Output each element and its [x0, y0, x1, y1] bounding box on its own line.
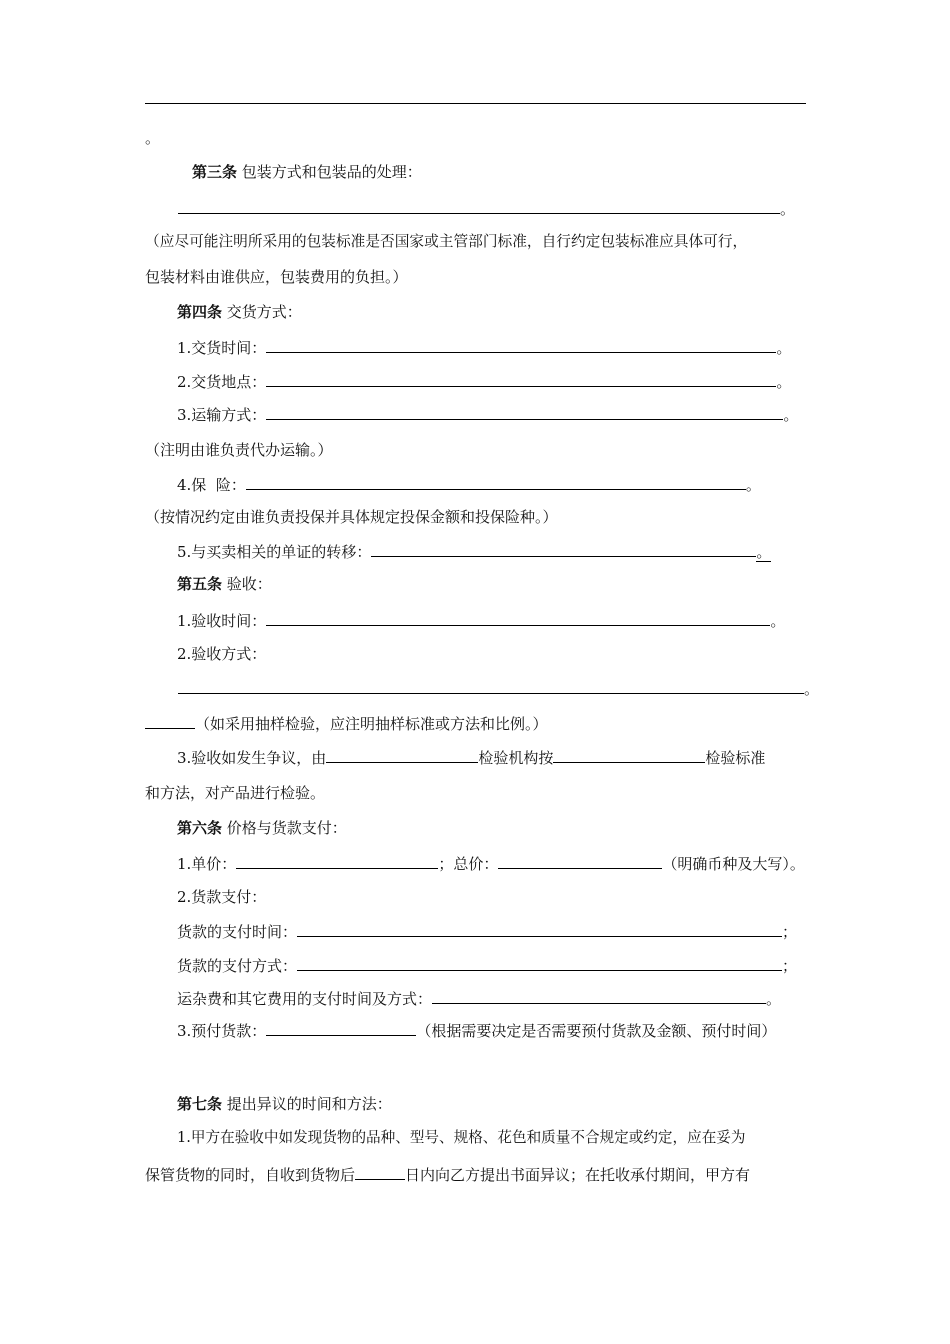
article-3-note-1: （应尽可能注明所采用的包装标准是否国家或主管部门标准，自行约定包装标准应具体可行， [145, 233, 748, 250]
delivery-time-blank[interactable] [266, 337, 776, 353]
dispute-text-a: 3.验收如发生争议，由 [177, 749, 327, 767]
inspection-method-blank[interactable] [178, 678, 804, 694]
inspection-method-label: 2.验收方式： [177, 645, 267, 663]
article-6-text: 价格与货款支付： [226, 819, 347, 837]
objection-line-2 [145, 1164, 750, 1184]
price-line [177, 853, 805, 873]
objection-days-blank[interactable] [355, 1164, 405, 1180]
inspection-time-end: 。 [770, 612, 786, 630]
insurance-label: 4.保 险： [177, 476, 246, 494]
packaging-end: 。 [780, 200, 796, 218]
currency-note: （明确币种及大写）。 [662, 855, 805, 873]
packaging-line [178, 198, 795, 218]
delivery-place-line [177, 371, 791, 391]
documents-transfer-line [177, 541, 771, 561]
article-3-heading [192, 162, 422, 182]
delivery-place-end: 。 [776, 373, 792, 391]
documents-transfer-end: 。 [756, 543, 772, 561]
dispute-line [177, 747, 765, 767]
payment-method-label: 货款的支付方式： [177, 957, 298, 975]
freight-line [177, 988, 781, 1008]
prepayment-label: 3.预付货款： [177, 1022, 267, 1040]
insurance-blank[interactable] [246, 474, 746, 490]
dispute-line-2: 和方法，对产品进行检验。 [145, 784, 326, 802]
delivery-time-line [177, 337, 791, 357]
insurance-line [177, 474, 761, 494]
sampling-blank[interactable] [145, 713, 195, 729]
page-header-rule [145, 103, 806, 104]
unit-price-label: 1.单价： [177, 855, 237, 873]
article-7-title: 第七条 [177, 1095, 223, 1113]
article-3-title: 第三条 [192, 163, 238, 181]
freight-blank[interactable] [432, 988, 766, 1004]
article-3-text: 包装方式和包装品的处理： [241, 163, 422, 181]
article-4-heading [177, 302, 302, 322]
payment-method-end: ； [782, 957, 798, 975]
sampling-note: （如采用抽样检验，应注明抽样标准或方法和比例。） [195, 715, 548, 733]
total-price-label: ；总价： [438, 855, 499, 873]
article-7-heading [177, 1094, 392, 1114]
inspection-time-blank[interactable] [266, 610, 770, 626]
transport-label: 3.运输方式： [177, 406, 267, 424]
objection-text-a: 保管货物的同时，自收到货物后 [145, 1166, 356, 1184]
payment-time-blank[interactable] [297, 921, 782, 937]
article-5-title: 第五条 [177, 575, 223, 593]
payment-label: 2.货款支付： [177, 888, 267, 906]
inspection-method-end: 。 [804, 680, 820, 698]
article-3-note-2: 包装材料由谁供应，包装费用的负担。） [145, 268, 408, 286]
delivery-time-end: 。 [776, 339, 792, 357]
dispute-text-c: 检验标准 [705, 749, 766, 767]
transport-end: 。 [783, 406, 799, 424]
sampling-note-line [145, 713, 548, 733]
transport-note: （注明由谁负责代办运输。） [145, 441, 333, 459]
documents-transfer-label: 5.与买卖相关的单证的转移： [177, 543, 372, 561]
freight-end: 。 [766, 990, 782, 1008]
payment-method-blank[interactable] [297, 955, 782, 971]
unit-price-blank[interactable] [236, 853, 438, 869]
payment-time-label: 货款的支付时间： [177, 923, 298, 941]
article-7-text: 提出异议的时间和方法： [226, 1095, 392, 1113]
article-6-title: 第六条 [177, 819, 223, 837]
delivery-time-label: 1.交货时间： [177, 339, 267, 357]
article-6-heading [177, 818, 347, 838]
payment-time-end: ； [782, 923, 798, 941]
article-4-text: 交货方式： [226, 303, 302, 321]
objection-text-b: 日内向乙方提出书面异议；在托收承付期间，甲方有 [405, 1166, 751, 1184]
objection-line-1: 1.甲方在验收中如发现货物的品种、型号、规格、花色和质量不合规定或约定，应在妥为 [177, 1129, 746, 1146]
payment-method-line [177, 955, 797, 975]
delivery-place-blank[interactable] [266, 371, 776, 387]
insurance-note: （按情况约定由谁负责投保并具体规定投保金额和投保险种。） [145, 508, 558, 526]
inspection-method-line [178, 678, 819, 698]
prepayment-line [177, 1020, 776, 1040]
inspection-time-label: 1.验收时间： [177, 612, 267, 630]
inspection-standard-blank[interactable] [553, 747, 705, 763]
top-period: 。 [145, 129, 161, 147]
article-4-title: 第四条 [177, 303, 223, 321]
freight-label: 运杂费和其它费用的支付时间及方式： [177, 990, 433, 1008]
article-5-heading [177, 574, 272, 594]
transport-blank[interactable] [266, 404, 783, 420]
inspection-agency-blank[interactable] [326, 747, 478, 763]
transport-line [177, 404, 798, 424]
payment-time-line [177, 921, 797, 941]
insurance-end: 。 [745, 476, 761, 494]
documents-transfer-blank[interactable] [371, 541, 756, 557]
article-5-text: 验收： [226, 575, 272, 593]
packaging-blank[interactable] [178, 198, 780, 214]
total-price-blank[interactable] [498, 853, 662, 869]
prepayment-note: （根据需要决定是否需要预付货款及金额、预付时间） [416, 1022, 777, 1040]
delivery-place-label: 2.交货地点： [177, 373, 267, 391]
inspection-time-line [177, 610, 785, 630]
dispute-text-b: 检验机构按 [478, 749, 554, 767]
prepayment-blank[interactable] [266, 1020, 416, 1036]
